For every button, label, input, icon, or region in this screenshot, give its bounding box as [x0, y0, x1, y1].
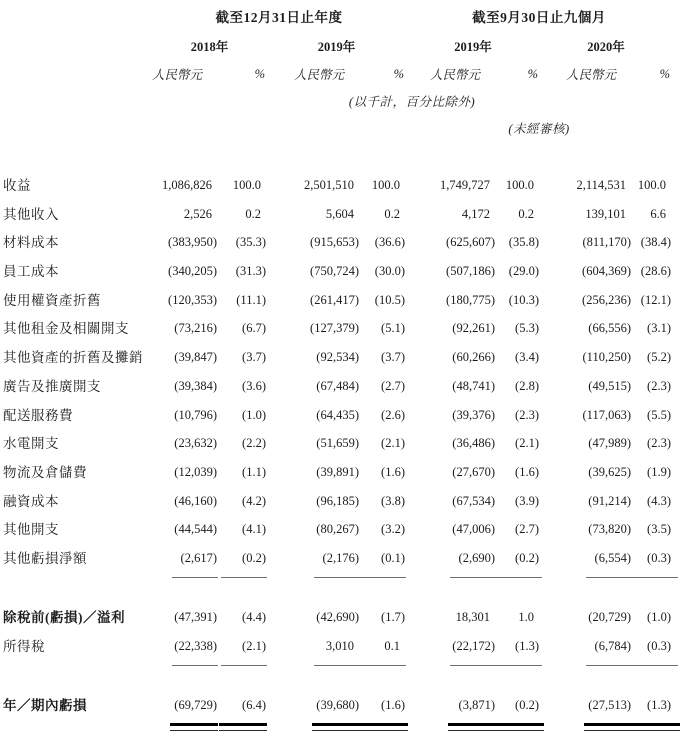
- row-label: 廣告及推廣開支: [3, 378, 101, 394]
- table-cell: (12.1): [640, 292, 671, 307]
- rule-row: [0, 722, 672, 736]
- double-total-rule: [496, 723, 544, 731]
- rule-row: [0, 663, 672, 673]
- table-cell: 1,086,826: [162, 178, 212, 192]
- table-cell: (120,353): [168, 292, 217, 307]
- table-cell: 1,749,727: [440, 178, 490, 192]
- row-label: 配送服務費: [3, 407, 73, 423]
- table-cell: (28.6): [640, 264, 671, 279]
- table-cell: (1.0): [242, 407, 266, 422]
- unit-pct-2020-9m: %: [659, 66, 670, 81]
- period-group-fy: 截至12月31日止年度: [215, 10, 343, 25]
- table-row: [0, 436, 672, 465]
- table-cell: 0.1: [384, 638, 400, 653]
- row-label: 年／期內虧損: [3, 697, 87, 713]
- table-cell: (1.0): [647, 609, 671, 624]
- table-cell: (39,680): [316, 697, 359, 712]
- row-label: 融資成本: [3, 493, 59, 509]
- table-cell: (0.2): [242, 550, 266, 565]
- double-total-rule: [219, 723, 267, 731]
- unit-pct-2019-9m: %: [527, 66, 538, 81]
- table-cell: (46,160): [174, 493, 217, 508]
- table-cell: (1.9): [647, 464, 671, 479]
- row-label: 除稅前(虧損)／溢利: [3, 609, 125, 625]
- table-cell: (127,379): [310, 321, 359, 336]
- row-label: 其他資產的折舊及攤銷: [3, 350, 143, 366]
- table-cell: (47,006): [452, 522, 495, 537]
- single-subtotal-rule: [221, 665, 267, 666]
- table-cell: (60,266): [452, 350, 495, 365]
- table-cell: 100.0: [371, 178, 400, 192]
- row-label: 其他收入: [3, 206, 59, 222]
- table-cell: 1.0: [518, 609, 534, 624]
- double-total-rule: [312, 723, 360, 731]
- table-cell: (2,176): [322, 550, 359, 565]
- single-subtotal-rule: [496, 577, 542, 578]
- row-label: 收益: [3, 178, 31, 193]
- table-cell: (3.5): [647, 522, 671, 537]
- table-cell: (2.3): [515, 407, 539, 422]
- table-row: [0, 350, 672, 379]
- table-cell: (2.6): [381, 407, 405, 422]
- table-cell: (5.1): [381, 321, 405, 336]
- double-total-rule: [170, 723, 218, 731]
- table-cell: (383,950): [168, 235, 217, 250]
- table-cell: (340,205): [168, 264, 217, 279]
- table-cell: (3.8): [381, 493, 405, 508]
- table-row: [0, 639, 672, 663]
- table-cell: 100.0: [232, 178, 261, 192]
- table-cell: (3.6): [242, 378, 266, 393]
- table-cell: (3.7): [381, 350, 405, 365]
- table-cell: (10.3): [508, 292, 539, 307]
- unaudited-note: (未經審核): [508, 122, 570, 136]
- unit-rmb-2020-9m: 人民幣元: [565, 68, 616, 82]
- table-cell: (22,172): [452, 638, 495, 653]
- table-cell: (92,261): [452, 321, 495, 336]
- period-group-9m: 截至9月30日止九個月: [472, 10, 606, 25]
- table-cell: (3.2): [381, 522, 405, 537]
- table-cell: (39,376): [452, 407, 495, 422]
- table-cell: (38.4): [640, 235, 671, 250]
- single-subtotal-rule: [632, 577, 678, 578]
- table-row: [0, 522, 672, 551]
- unit-pct-2018: %: [254, 66, 265, 81]
- table-cell: (6,554): [594, 550, 631, 565]
- row-label: 其他虧損淨額: [3, 550, 87, 566]
- spacer-row: [0, 673, 672, 698]
- row-label: 材料成本: [3, 235, 59, 251]
- table-cell: (64,435): [316, 407, 359, 422]
- row-label: 水電開支: [3, 436, 59, 452]
- table-cell: (23,632): [174, 436, 217, 451]
- year-2020-9m: 2020年: [587, 40, 625, 54]
- table-cell: 0.2: [384, 206, 400, 221]
- table-cell: (6.7): [242, 321, 266, 336]
- table-cell: (36.6): [374, 235, 405, 250]
- table-cell: (3.4): [515, 350, 539, 365]
- table-cell: (39,625): [588, 464, 631, 479]
- table-cell: (5.5): [647, 407, 671, 422]
- table-row: [0, 178, 672, 207]
- table-cell: (507,186): [446, 264, 495, 279]
- table-cell: (1.6): [515, 464, 539, 479]
- table-cell: (110,250): [582, 350, 631, 365]
- table-cell: (31.3): [235, 264, 266, 279]
- table-cell: (750,724): [310, 264, 359, 279]
- table-cell: (2.3): [647, 436, 671, 451]
- single-subtotal-rule: [632, 665, 678, 666]
- table-cell: 3,010: [325, 638, 354, 653]
- table-cell: (39,847): [174, 350, 217, 365]
- table-cell: (4.3): [647, 493, 671, 508]
- table-cell: (0.2): [515, 550, 539, 565]
- table-row: [0, 293, 672, 322]
- units-note: (以千計，百分比除外): [348, 95, 476, 109]
- header-gap: [0, 142, 672, 178]
- table-row: [0, 494, 672, 523]
- unit-pct-2019fy: %: [393, 66, 404, 81]
- table-row: [0, 698, 672, 722]
- header-spacer: [0, 60, 152, 88]
- table-cell: (67,534): [452, 493, 495, 508]
- table-cell: (80,267): [316, 522, 359, 537]
- table-cell: (20,729): [588, 609, 631, 624]
- table-cell: (261,417): [310, 292, 359, 307]
- unit-rmb-2019fy: 人民幣元: [293, 68, 344, 82]
- row-label: 員工成本: [3, 264, 59, 280]
- table-cell: 100.0: [505, 178, 534, 192]
- table-cell: (48,741): [452, 378, 495, 393]
- single-subtotal-rule: [221, 577, 267, 578]
- rule-row: [0, 575, 672, 585]
- table-row: [0, 465, 672, 494]
- table-cell: (1.3): [515, 638, 539, 653]
- table-cell: (4.2): [242, 493, 266, 508]
- table-row: [0, 551, 672, 575]
- header-spacer: [0, 0, 152, 32]
- table-row: [0, 264, 672, 293]
- table-cell: 0.2: [518, 206, 534, 221]
- period-group-row: [0, 0, 672, 32]
- table-cell: (3.7): [242, 350, 266, 365]
- units-note-row: [0, 88, 672, 114]
- year-row: [0, 32, 672, 60]
- single-subtotal-rule: [586, 665, 632, 666]
- row-label: 物流及倉儲費: [3, 464, 87, 480]
- table-cell: (35.8): [508, 235, 539, 250]
- year-2019-fy: 2019年: [317, 40, 356, 54]
- table-row: [0, 235, 672, 264]
- table-cell: 2,501,510: [304, 178, 354, 192]
- table-row: [0, 207, 672, 236]
- table-cell: 100.0: [637, 178, 666, 192]
- table-cell: (1.1): [242, 464, 266, 479]
- spacer-row: [0, 585, 672, 610]
- single-subtotal-rule: [314, 577, 360, 578]
- table-cell: (1.6): [381, 697, 405, 712]
- table-cell: (49,515): [588, 378, 631, 393]
- table-cell: (2.1): [381, 436, 405, 451]
- table-header: [0, 0, 672, 178]
- table-cell: (256,236): [582, 292, 631, 307]
- table-cell: (0.2): [515, 697, 539, 712]
- table-cell: (1.3): [647, 697, 671, 712]
- table-cell: (3,871): [458, 697, 495, 712]
- table-cell: (2,690): [458, 550, 495, 565]
- table-cell: (2.8): [515, 378, 539, 393]
- table-cell: (73,820): [588, 522, 631, 537]
- single-subtotal-rule: [360, 665, 406, 666]
- table-cell: (12,039): [174, 464, 217, 479]
- table-body: [0, 178, 672, 736]
- single-subtotal-rule: [360, 577, 406, 578]
- table-cell: (47,989): [588, 436, 631, 451]
- table-cell: (2.7): [515, 522, 539, 537]
- table-cell: (117,063): [582, 407, 631, 422]
- table-row: [0, 408, 672, 437]
- table-cell: (73,216): [174, 321, 217, 336]
- table-cell: (1.7): [381, 609, 405, 624]
- single-subtotal-rule: [586, 577, 632, 578]
- single-subtotal-rule: [450, 665, 496, 666]
- table-cell: (5.3): [515, 321, 539, 336]
- row-label: 其他租金及相關開支: [3, 321, 129, 337]
- table-cell: (2.2): [242, 436, 266, 451]
- table-cell: (11.1): [236, 292, 266, 307]
- table-cell: (27,513): [588, 697, 631, 712]
- year-2018: 2018年: [190, 40, 229, 54]
- year-2019-9m: 2019年: [454, 40, 492, 54]
- single-subtotal-rule: [172, 665, 218, 666]
- table-cell: (180,775): [446, 292, 495, 307]
- table-cell: (604,369): [582, 264, 631, 279]
- table-cell: (35.3): [235, 235, 266, 250]
- table-cell: (4.4): [242, 609, 266, 624]
- table-cell: (4.1): [242, 522, 266, 537]
- table-cell: (36,486): [452, 436, 495, 451]
- table-cell: (42,690): [316, 609, 359, 624]
- table-cell: (625,607): [446, 235, 495, 250]
- table-cell: 0.2: [245, 206, 261, 221]
- table-cell: (91,214): [588, 493, 631, 508]
- table-cell: (66,556): [588, 321, 631, 336]
- table-cell: (3.9): [515, 493, 539, 508]
- table-cell: (69,729): [174, 697, 217, 712]
- single-subtotal-rule: [496, 665, 542, 666]
- header-spacer: [0, 32, 152, 60]
- table-cell: (30.0): [374, 264, 405, 279]
- table-cell: (29.0): [508, 264, 539, 279]
- table-cell: (2.7): [381, 378, 405, 393]
- table-cell: (39,891): [316, 464, 359, 479]
- table-cell: (96,185): [316, 493, 359, 508]
- unaudited-note-row: [0, 114, 672, 142]
- table-cell: (39,384): [174, 378, 217, 393]
- table-row: [0, 321, 672, 350]
- table-cell: (811,170): [582, 235, 631, 250]
- double-total-rule: [584, 723, 632, 731]
- table-cell: 2,526: [183, 206, 212, 221]
- header-spacer: [0, 114, 406, 142]
- table-cell: (2.1): [515, 436, 539, 451]
- single-subtotal-rule: [450, 577, 496, 578]
- table-cell: (915,653): [310, 235, 359, 250]
- table-cell: (2.1): [242, 638, 266, 653]
- table-cell: (92,534): [316, 350, 359, 365]
- row-label: 使用權資產折舊: [3, 292, 101, 308]
- table-cell: 2,114,531: [576, 178, 626, 192]
- table-cell: (10,796): [174, 407, 217, 422]
- double-total-rule: [448, 723, 496, 731]
- table-cell: (5.2): [647, 350, 671, 365]
- table-cell: (2,617): [180, 550, 217, 565]
- table-row: [0, 610, 672, 639]
- table-row: [0, 379, 672, 408]
- table-cell: (3.1): [647, 321, 671, 336]
- table-cell: 5,604: [325, 206, 354, 221]
- double-total-rule: [360, 723, 408, 731]
- single-subtotal-rule: [172, 577, 218, 578]
- table-cell: (51,659): [316, 436, 359, 451]
- table-cell: 139,101: [585, 206, 626, 221]
- row-label: 所得稅: [3, 638, 45, 654]
- table-cell: (6.4): [242, 697, 266, 712]
- unit-row: [0, 60, 672, 88]
- double-total-rule: [632, 723, 680, 731]
- table-cell: 4,172: [461, 206, 490, 221]
- table-cell: (67,484): [316, 378, 359, 393]
- table-cell: (47,391): [174, 609, 217, 624]
- table-cell: (2.3): [647, 378, 671, 393]
- table-cell: (0.3): [647, 550, 671, 565]
- table-cell: (0.1): [381, 550, 405, 565]
- table-cell: (10.5): [374, 292, 405, 307]
- table-cell: (6,784): [594, 638, 631, 653]
- table-cell: (1.6): [381, 464, 405, 479]
- table-cell: (44,544): [174, 522, 217, 537]
- table-cell: 18,301: [455, 609, 490, 624]
- table-cell: (22,338): [174, 638, 217, 653]
- table-cell: 6.6: [650, 206, 666, 221]
- header-spacer: [0, 88, 152, 114]
- single-subtotal-rule: [314, 665, 360, 666]
- unit-rmb-2019-9m: 人民幣元: [429, 68, 480, 82]
- unit-rmb-2018: 人民幣元: [152, 68, 203, 82]
- row-label: 其他開支: [3, 522, 59, 538]
- table-cell: (0.3): [647, 638, 671, 653]
- table-cell: (27,670): [452, 464, 495, 479]
